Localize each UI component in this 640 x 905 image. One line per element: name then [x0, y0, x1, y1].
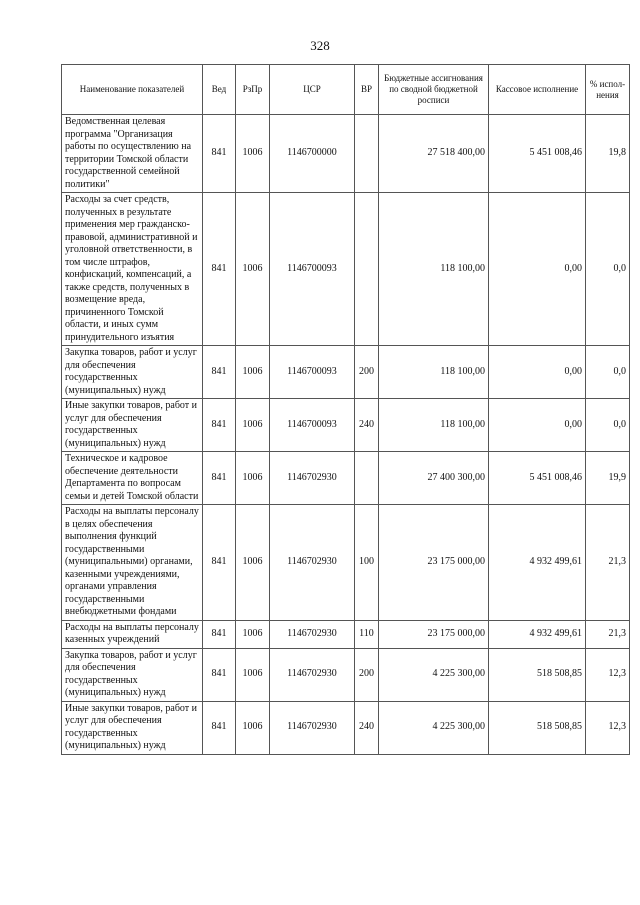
cell-percent: 19,9: [586, 452, 630, 505]
cell-name: Закупка товаров, работ и услуг для обеспечения государственных (муниципальных) нужд: [62, 346, 203, 399]
table-row: [62, 115, 630, 193]
cell-name: Расходы за счет средств, полученных в результате применения мер гражданско-правовой, административной и уголовной ответственности, в том числе штрафов, конфискаций, компенсаций, а также средств, полученных в возмещение вреда, причиненного Томской области, и иных сумм принудительного изъятия: [62, 193, 203, 346]
cell-assigned: 118 100,00: [379, 399, 489, 452]
cell-name: Расходы на выплаты персоналу в целях обеспечения выполнения функций государственными (муниципальными) органами, казенными учреждениями, органами управления государственными внебюджетными фондами: [62, 505, 203, 621]
cell-rzpr: 1006: [236, 115, 270, 193]
cell-rzpr: 1006: [236, 505, 270, 621]
cell-rzpr: 1006: [236, 701, 270, 754]
header-ved: Вед: [203, 65, 236, 115]
cell-csr: 1146702930: [270, 701, 355, 754]
cell-executed: 5 451 008,46: [489, 452, 586, 505]
cell-rzpr: 1006: [236, 346, 270, 399]
cell-executed: 5 451 008,46: [489, 115, 586, 193]
cell-executed: 4 932 499,61: [489, 505, 586, 621]
header-assigned: Бюджетные ассигнования по сводной бюджетной росписи: [379, 65, 489, 115]
table-row: [62, 620, 630, 648]
cell-vr: 240: [355, 701, 379, 754]
cell-name: Техническое и кадровое обеспечение деятельности Департамента по вопросам семьи и детей Томской области: [62, 452, 203, 505]
cell-name: Ведомственная целевая программа "Организация работы по осуществлению на территории Томской области государственной семейной политики": [62, 115, 203, 193]
cell-percent: 21,3: [586, 505, 630, 621]
table-row: [62, 399, 630, 452]
cell-percent: 0,0: [586, 193, 630, 346]
cell-rzpr: 1006: [236, 399, 270, 452]
cell-assigned: 4 225 300,00: [379, 701, 489, 754]
cell-vr: [355, 115, 379, 193]
cell-rzpr: 1006: [236, 620, 270, 648]
cell-csr: 1146702930: [270, 505, 355, 621]
cell-rzpr: 1006: [236, 648, 270, 701]
table-row: [62, 505, 630, 621]
cell-ved: 841: [203, 452, 236, 505]
cell-vr: 240: [355, 399, 379, 452]
cell-vr: 110: [355, 620, 379, 648]
cell-percent: 0,0: [586, 346, 630, 399]
cell-assigned: 27 400 300,00: [379, 452, 489, 505]
cell-rzpr: 1006: [236, 452, 270, 505]
cell-assigned: 4 225 300,00: [379, 648, 489, 701]
cell-ved: 841: [203, 620, 236, 648]
cell-csr: 1146702930: [270, 620, 355, 648]
header-vr: ВР: [355, 65, 379, 115]
cell-percent: 0,0: [586, 399, 630, 452]
cell-executed: 0,00: [489, 346, 586, 399]
cell-percent: 19,8: [586, 115, 630, 193]
cell-executed: 0,00: [489, 193, 586, 346]
cell-csr: 1146702930: [270, 648, 355, 701]
cell-ved: 841: [203, 648, 236, 701]
cell-ved: 841: [203, 115, 236, 193]
cell-csr: 1146700000: [270, 115, 355, 193]
header-executed: Кассовое исполнение: [489, 65, 586, 115]
cell-ved: 841: [203, 701, 236, 754]
table-row: [62, 193, 630, 346]
table-row: [62, 346, 630, 399]
cell-vr: [355, 193, 379, 346]
header-name: Наименование показателей: [62, 65, 203, 115]
page-number: 328: [310, 38, 330, 53]
cell-csr: 1146700093: [270, 346, 355, 399]
cell-vr: 200: [355, 346, 379, 399]
cell-name: Расходы на выплаты персоналу казенных учреждений: [62, 620, 203, 648]
cell-executed: 518 508,85: [489, 648, 586, 701]
cell-vr: 200: [355, 648, 379, 701]
cell-percent: 12,3: [586, 701, 630, 754]
cell-csr: 1146700093: [270, 193, 355, 346]
budget-execution-table: [61, 64, 630, 755]
cell-csr: 1146702930: [270, 452, 355, 505]
cell-name: Иные закупки товаров, работ и услуг для обеспечения государственных (муниципальных) нужд: [62, 701, 203, 754]
header-csr: ЦСР: [270, 65, 355, 115]
cell-assigned: 118 100,00: [379, 193, 489, 346]
cell-ved: 841: [203, 505, 236, 621]
cell-ved: 841: [203, 399, 236, 452]
cell-percent: 21,3: [586, 620, 630, 648]
cell-vr: 100: [355, 505, 379, 621]
table-row: [62, 452, 630, 505]
cell-assigned: 23 175 000,00: [379, 505, 489, 621]
cell-vr: [355, 452, 379, 505]
cell-assigned: 27 518 400,00: [379, 115, 489, 193]
header-rzpr: РзПр: [236, 65, 270, 115]
table-row: [62, 701, 630, 754]
cell-executed: 4 932 499,61: [489, 620, 586, 648]
table-header-row: [62, 65, 630, 115]
cell-name: Иные закупки товаров, работ и услуг для обеспечения государственных (муниципальных) нужд: [62, 399, 203, 452]
cell-rzpr: 1006: [236, 193, 270, 346]
cell-ved: 841: [203, 346, 236, 399]
cell-csr: 1146700093: [270, 399, 355, 452]
cell-assigned: 23 175 000,00: [379, 620, 489, 648]
cell-executed: 0,00: [489, 399, 586, 452]
cell-assigned: 118 100,00: [379, 346, 489, 399]
cell-executed: 518 508,85: [489, 701, 586, 754]
cell-percent: 12,3: [586, 648, 630, 701]
table-row: [62, 648, 630, 701]
header-percent: % испол-нения: [586, 65, 630, 115]
cell-ved: 841: [203, 193, 236, 346]
cell-name: Закупка товаров, работ и услуг для обеспечения государственных (муниципальных) нужд: [62, 648, 203, 701]
